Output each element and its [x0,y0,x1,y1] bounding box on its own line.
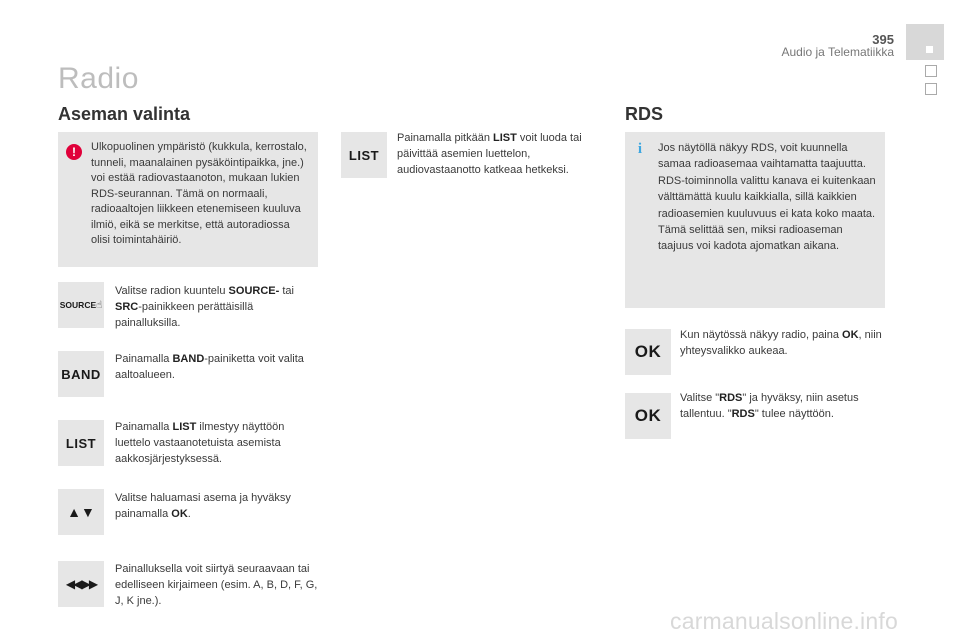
step-list: Painamalla LIST ilmestyy näyttöön luettelo vastaanotetuista asemista aakkosjärjestyksessä. [115,421,285,465]
step-ok-menu: Kun näytössä näkyy radio, paina OK, niin yhteysvalikko aukeaa. [680,329,882,357]
info-icon: i [637,141,643,157]
step-list-long-press: Painamalla pitkään LIST voit luoda tai päivittää asemien luettelon, audiovastaanotto katkeaa hetkeksi. [397,132,582,176]
step-letter-skip: Painalluksella voit siirtyä seuraavaan tai edelliseen kirjaimeen (esim. A, B, D, F, G, J, K jne.). [115,563,318,607]
up-down-arrows-tile [58,489,104,535]
warning-note-text: Ulkopuolinen ympäristö (kukkula, kerrostalo, tunneli, maanalainen pysäköintipaikka, jne.) voi estää radiovastaanoton, mukaan lukien RDS-seurannan. Tämä on normaali, radioaaltojen liikkeen etenemiseen kuuluva ilmiö, eikä se merkitse, että autoradiossa olisi toimintahäiriö. [91,141,307,246]
hand-pointer-icon: ☝ [96,299,103,311]
ok-button-tile-rds [625,393,671,439]
section-header: Audio ja Telematiikka [781,45,894,59]
step-rds-select: Valitse "RDS" ja hyväksy, niin asetus tallentuu. "RDS" tulee näyttöön. [680,392,859,420]
watermark: carmanualsonline.info [670,608,898,634]
source-button-label: SOURCE [59,300,97,310]
ok-button-tile [625,329,671,375]
chapter-tab [925,65,937,77]
ok-button-label: OK [634,342,662,361]
page-title: Radio [58,62,139,95]
seek-arrows-icon: ◀◀ ▶▶ [65,577,97,591]
info-note [625,132,885,308]
chapter-tab-active [906,24,944,60]
heading-station-selection: Aseman valinta [58,104,191,124]
up-down-arrows-icon: ▲▼ [67,504,95,520]
step-source: Valitse radion kuuntelu SOURCE- tai SRC-painikkeen perättäisillä painalluksilla. [115,285,294,329]
step-band: Painamalla BAND-painiketta voit valita aaltoalueen. [115,353,304,381]
ok-button-label: OK [634,406,662,425]
heading-rds: RDS [625,104,664,124]
list-button-tile [58,420,104,466]
source-button-tile [58,282,104,328]
list-button-label: LIST [348,147,380,163]
band-button-tile [58,351,104,397]
step-select-station: Valitse haluamasi asema ja hyväksy painamalla OK. [115,492,291,520]
page-number: 395 [872,32,894,47]
band-button-label: BAND [61,366,101,382]
chapter-tab [925,83,937,95]
info-note-text: Jos näytöllä näkyy RDS, voit kuunnella samaa radioasemaa vaihtamatta taajuutta. RDS-toiminnolla valittu kanava ei kuitenkaan välttämättä kuulu kaikkialla, sillä kaikkien radioasemien kuuluvuus ei kata koko maata. Tämä selittää sen, miksi radioaseman taajuus voi kadota ajomatkan aikana. [658,142,876,253]
square-icon [926,46,933,53]
list-button-tile-long-press [341,132,387,178]
warning-note [58,132,318,267]
list-button-label: LIST [65,435,97,451]
warning-icon: ! [66,144,82,160]
seek-arrows-tile [58,561,104,607]
